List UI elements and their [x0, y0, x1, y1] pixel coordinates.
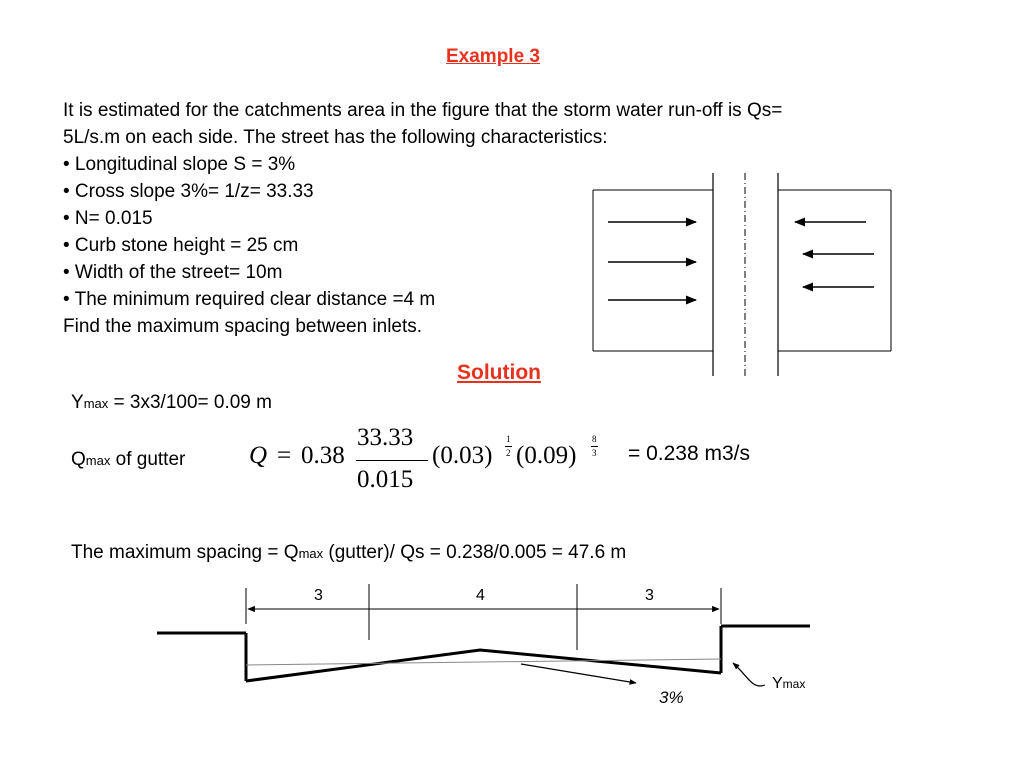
formula-exp2-num: 8: [592, 434, 597, 444]
qmax-of-gutter: of gutter: [110, 449, 186, 470]
ymax-depth-label: [772, 675, 805, 693]
example-title: Example 3: [446, 46, 540, 67]
formula-fraction-bar: [356, 460, 428, 461]
slope-arrow: [521, 664, 636, 683]
qmax-label: [71, 446, 185, 474]
dimension-label-left: 3: [314, 587, 323, 604]
formula-lhs: Q: [249, 442, 268, 469]
problem-intro-line1: It is estimated for the catchments area in the figure that the storm water run-off is Qs=: [63, 100, 783, 121]
bullet-cross-slope: • Cross slope 3%= 1/z= 33.33: [63, 181, 314, 202]
left-catchment-block: [593, 190, 713, 351]
water-surface-line: [246, 659, 721, 665]
bullet-manning-n: • N= 0.015: [63, 208, 153, 229]
bullet-street-width: • Width of the street= 10m: [63, 262, 283, 283]
problem-intro-line2: 5L/s.m on each side. The street has the following characteristics:: [63, 127, 608, 148]
road-surface: [246, 650, 721, 681]
ymax-pointer-arrow: [733, 663, 765, 686]
formula-exp2-den: 3: [592, 448, 597, 458]
formula-exp1-den: 2: [506, 448, 511, 458]
formula-coefficient: 0.38: [301, 442, 345, 469]
problem-question: Find the maximum spacing between inlets.: [63, 316, 423, 337]
dimension-label-middle: 4: [476, 587, 485, 604]
ymax-symbol: Y: [71, 392, 84, 413]
formula-denominator: 0.015: [357, 466, 414, 493]
spacing-text-b: (gutter)/ Qs = 0.238/0.005 = 47.6 m: [323, 542, 627, 563]
spacing-subscript: max: [298, 546, 324, 561]
ymax-line: [71, 389, 272, 417]
formula-numerator: 33.33: [357, 424, 414, 451]
formula-equals: =: [277, 442, 292, 469]
right-catchment-block: [778, 190, 891, 351]
formula-term-depth: (0.09): [516, 442, 577, 469]
formula-exp1-num: 1: [506, 434, 511, 444]
qmax-result: = 0.238 m3/s: [628, 442, 750, 465]
bullet-clear-distance: • The minimum required clear distance =4 m: [63, 289, 436, 310]
qmax-subscript: max: [85, 453, 111, 468]
bullet-curb-height: • Curb stone height = 25 cm: [63, 235, 299, 256]
qmax-symbol: Q: [71, 449, 86, 470]
cross-slope-label: 3%: [659, 688, 684, 707]
formula-exp1-bar: [505, 446, 512, 447]
dimension-label-right: 3: [645, 587, 654, 604]
solution-title: Solution: [457, 361, 541, 384]
formula-term-cross-slope: (0.03): [432, 442, 493, 469]
ymax-subscript: max: [83, 396, 109, 411]
ymax-equation: = 3x3/100= 0.09 m: [108, 392, 272, 413]
spacing-text-a: The maximum spacing = Q: [71, 542, 299, 563]
ymax-depth-symbol: Y: [772, 675, 783, 692]
max-spacing-line: [71, 539, 626, 567]
ymax-depth-subscript: max: [782, 677, 806, 691]
bullet-longitudinal-slope: • Longitudinal slope S = 3%: [63, 154, 296, 175]
formula-exp2-bar: [591, 446, 598, 447]
